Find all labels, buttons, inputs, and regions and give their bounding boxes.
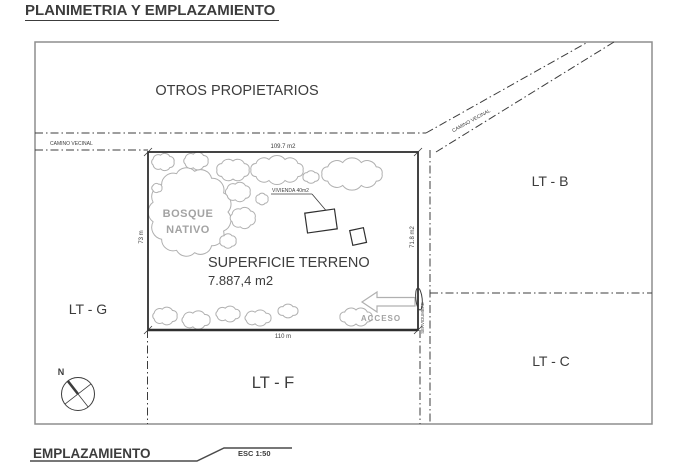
tree-cloud <box>278 304 298 318</box>
lot-label-f: LT - F <box>251 374 295 392</box>
neighbors-label: OTROS PROPIETARIOS <box>155 83 319 99</box>
tree-cloud <box>256 193 268 205</box>
tree-cloud <box>152 153 175 170</box>
footer-title: EMPLAZAMIENTO <box>33 446 151 461</box>
tree-cloud <box>152 183 162 192</box>
tree-cloud <box>216 306 240 322</box>
lot-label-b: LT - B <box>531 173 569 189</box>
forest-label-line2: NATIVO <box>166 224 210 236</box>
dim-left: 73 m <box>139 230 145 244</box>
dim-bottom: 110 m <box>274 334 292 340</box>
forest-label-line1: BOSQUE <box>162 208 214 220</box>
tree-cloud <box>251 156 303 185</box>
house-label: VIVIENDA 40m2 <box>272 188 309 194</box>
road-label-diagonal: CAMINO VECINAL <box>451 108 492 135</box>
tree-cloud <box>245 310 271 326</box>
tree-cloud <box>303 171 319 184</box>
dim-top: 109.7 m2 <box>270 144 296 150</box>
house-secondary <box>350 228 367 246</box>
tree-cloud <box>322 158 382 190</box>
page-title: PLANIMETRIA Y EMPLAZAMIENTO <box>25 2 276 19</box>
compass-needle <box>68 381 78 394</box>
tree-cloud <box>225 182 250 201</box>
north-label: N <box>57 367 65 377</box>
tree-cloud <box>182 311 210 329</box>
road-diagonal-upper <box>426 42 588 133</box>
tree-cloud <box>220 234 236 248</box>
tree-cloud <box>217 159 249 180</box>
tree-cloud <box>230 207 255 228</box>
tree-clouds <box>148 152 382 329</box>
road-label-horizontal: CAMINO VECINAL <box>50 141 93 147</box>
lot-label-c: LT - C <box>532 353 570 369</box>
area-label: SUPERFICIE TERRENO <box>208 255 370 271</box>
road-diagonal-lower <box>436 42 614 152</box>
access-label: ACCESO <box>360 314 402 323</box>
tree-cloud <box>153 307 177 325</box>
house-main <box>305 209 337 233</box>
area-value: 7.887,4 m2 <box>208 273 274 288</box>
access-arrow-icon <box>362 292 415 312</box>
north-compass-icon <box>58 367 95 411</box>
tree-cloud <box>184 152 208 170</box>
lot-label-g: LT - G <box>68 301 108 317</box>
footer-scale: ESC 1:50 <box>238 449 271 458</box>
easement-label: SERVIDUMBRE <box>420 302 425 334</box>
dim-right: 71.8 m2 <box>410 226 416 248</box>
